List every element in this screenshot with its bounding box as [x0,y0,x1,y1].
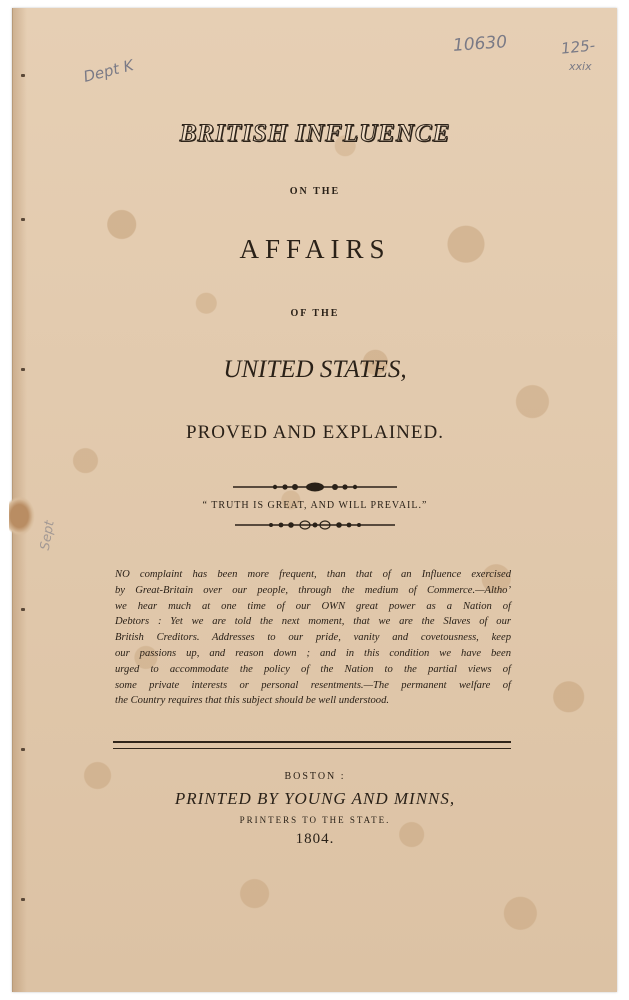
paragraph-line: British Creditors. Addresses to our pride, vanity and covetousness, keep [115,632,511,644]
handwritten-margin-note: Sept [37,519,58,552]
introductory-paragraph [115,567,511,709]
title-page [12,8,617,992]
paragraph-line: some private interests or personal resentments.—The permanent welfare of [115,679,511,691]
title-proved-and-explained: PROVED AND EXPLAINED. [186,422,444,443]
imprint-printer: PRINTED BY YOUNG AND MINNS, [174,789,456,808]
stitch-mark [21,218,25,221]
handwritten-note: xxix [569,60,592,73]
paragraph-line: NO complaint has been more frequent, than that of an Influence exercised [115,569,511,580]
double-rule [113,741,511,749]
ornament-rule-bottom [13,519,617,531]
paragraph-line: we hear much at one time of our OWN great power as a Nation of [115,600,511,612]
motto: “ TRUTH IS GREAT, AND WILL PREVAIL.” [202,500,428,511]
paragraph-line: Debtors : Yet we are told the next moment, that we are the Slaves of our [115,616,511,628]
paragraph-line: urged to accommodate the policy of the Nation to the partial views of [115,663,511,675]
imprint-year: 1804. [295,831,335,847]
title-affairs: AFFAIRS [239,234,391,264]
stitch-mark [21,748,25,751]
imprint-place: BOSTON : [284,771,346,782]
title-line-british-influence: BRITISH INFLUENCE [179,120,451,147]
handwritten-note: Dept K [81,56,136,86]
imprint-printers-to-state: PRINTERS TO THE STATE. [239,815,391,825]
stitch-mark [21,608,25,611]
paragraph-line: by Great-Britain over our people, through the medium of Commerce.—Altho’ [115,584,511,596]
title-on-the: ON THE [289,186,341,197]
stitch-mark [21,898,25,901]
stitch-mark [21,74,25,77]
paragraph-line: our passions up, and reason down ; and in this condition we have been [115,647,511,659]
handwritten-note: 125- [560,36,596,58]
paragraph-line: the Country requires that this subject should be well understood. [115,695,390,707]
handwritten-catalog-number: 10630 [452,32,508,56]
title-united-states: UNITED STATES, [223,356,407,383]
title-of-the: OF THE [290,308,340,319]
ornament-rule-top [13,481,617,493]
